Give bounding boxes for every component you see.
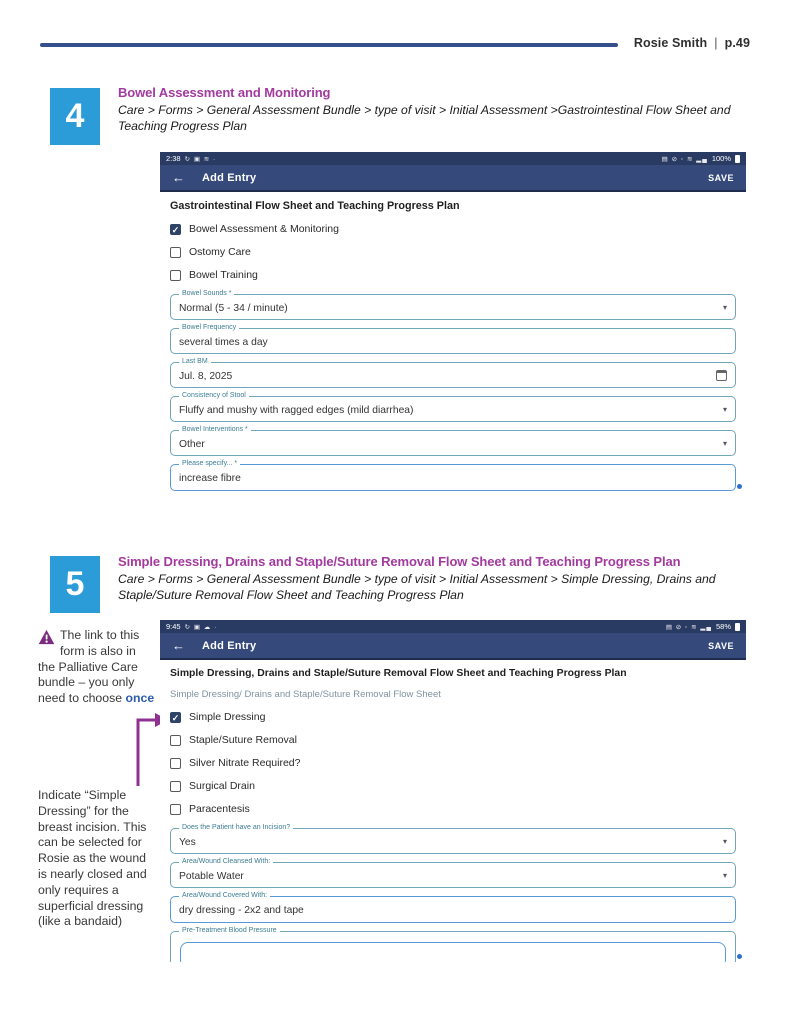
note-palliative-bundle: [38, 628, 156, 707]
scroll-indicator-dot: [737, 954, 742, 959]
checkbox-label: Bowel Training: [189, 269, 258, 281]
field-value: Jul. 8, 2025: [179, 371, 233, 382]
checkbox-row-paracentesis[interactable]: [170, 803, 736, 815]
checkbox-unchecked-icon[interactable]: [170, 247, 181, 258]
step-4-number: 4: [65, 97, 85, 135]
status-bar: [160, 152, 746, 165]
checkbox-unchecked-icon[interactable]: [170, 804, 181, 815]
field-value: dry dressing - 2x2 and tape: [179, 905, 304, 916]
input-bowel-frequency[interactable]: [170, 324, 736, 354]
field-value: increase fibre: [179, 473, 241, 484]
checkbox-row-silver-nitrate[interactable]: [170, 757, 736, 769]
checkbox-row-ostomy-care[interactable]: [170, 246, 736, 258]
clock-text: 9:45: [166, 622, 181, 631]
form-body: [160, 668, 746, 962]
checkbox-unchecked-icon[interactable]: [170, 735, 181, 746]
chevron-down-icon[interactable]: ▾: [722, 439, 727, 448]
field-label: Bowel Interventions *: [179, 426, 251, 433]
chevron-down-icon[interactable]: ▾: [722, 303, 727, 312]
section-label: Simple Dressing/ Drains and Staple/Suture Removal Flow Sheet: [170, 689, 441, 700]
input-wound-covered-with[interactable]: [170, 892, 736, 923]
checkbox-label: Simple Dressing: [189, 711, 266, 723]
step-5-breadcrumb: Care > Forms > General Assessment Bundle > type of visit > Initial Assessment > Simple Dressing, Drains and Staple/Suture Removal Flow Sheet and Teaching Progress Plan: [118, 572, 716, 602]
note-text: The link to this form is also in the Palliative Care bundle – you only need to choose: [38, 628, 140, 706]
chevron-down-icon[interactable]: ▾: [722, 871, 727, 880]
app-bar-title: Add Entry: [202, 639, 257, 652]
field-value: several times a day: [179, 337, 268, 348]
field-value: Fluffy and mushy with ragged edges (mild diarrhea): [179, 405, 414, 416]
checkbox-row-staple-suture-removal[interactable]: [170, 734, 736, 746]
checkbox-label: Surgical Drain: [189, 780, 255, 792]
form-title: Simple Dressing, Drains and Staple/Suture Removal Flow Sheet and Teaching Progress Plan: [170, 668, 627, 679]
calendar-icon[interactable]: [716, 370, 727, 381]
checkbox-label: Ostomy Care: [189, 246, 251, 258]
header-separator: |: [714, 36, 718, 50]
checkbox-label: Bowel Assessment & Monitoring: [189, 223, 339, 235]
header-divider: [40, 43, 618, 47]
group-pre-treatment-blood-pressure[interactable]: [170, 927, 736, 962]
select-bowel-interventions[interactable]: [170, 426, 736, 456]
page-header: [634, 36, 750, 50]
app-bar-title: Add Entry: [202, 171, 257, 184]
field-label: Does the Patient have an Incision?: [179, 824, 293, 831]
select-bowel-sounds[interactable]: [170, 290, 736, 320]
page-number: p.49: [724, 36, 750, 50]
chevron-down-icon[interactable]: ▾: [722, 837, 727, 846]
screenshot-bowel-form: [160, 152, 746, 492]
select-patient-incision[interactable]: [170, 824, 736, 854]
battery-icon: [735, 155, 740, 163]
checkbox-row-bowel-assessment[interactable]: [170, 223, 736, 235]
save-button[interactable]: SAVE: [708, 640, 734, 651]
scroll-indicator-dot: [737, 484, 742, 489]
author-name: Rosie Smith: [633, 36, 708, 50]
checkbox-unchecked-icon[interactable]: [170, 270, 181, 281]
field-label: Last BM: [179, 358, 211, 365]
step-5-number: 5: [65, 565, 85, 603]
back-arrow-icon[interactable]: ←: [172, 638, 185, 653]
notification-icons: ↻ ▣ ☁ ·: [184, 623, 218, 631]
checkbox-label: Staple/Suture Removal: [189, 734, 297, 746]
step-4-title: Bowel Assessment and Monitoring: [118, 85, 331, 100]
field-value: Normal (5 - 34 / minute): [179, 303, 288, 314]
blood-pressure-input[interactable]: [180, 942, 726, 962]
back-arrow-icon[interactable]: ←: [172, 170, 185, 185]
field-value: Potable Water: [179, 871, 244, 882]
checkbox-row-simple-dressing[interactable]: [170, 711, 736, 723]
field-label: Consistency of Stool: [179, 392, 249, 399]
battery-percent: 100%: [711, 154, 731, 163]
field-value: Yes: [179, 837, 196, 848]
note-simple-dressing: Indicate “Simple Dressing” for the breast incision. This can be selected for Rosie as the wound is nearly closed and only requires a superficial dressing (like a bandaid): [38, 788, 147, 929]
step-5-title: Simple Dressing, Drains and Staple/Suture Removal Flow Sheet and Teaching Progress Plan: [118, 554, 681, 569]
input-last-bm-date[interactable]: [170, 358, 736, 388]
checkbox-checked-icon[interactable]: ✓: [171, 712, 180, 723]
field-label: Area/Wound Covered With:: [179, 892, 270, 899]
app-bar: [160, 165, 746, 192]
checkbox-label: Silver Nitrate Required?: [189, 757, 301, 769]
field-label: Bowel Sounds *: [179, 290, 234, 297]
battery-percent: 58%: [715, 622, 731, 631]
select-wound-cleansed-with[interactable]: [170, 858, 736, 888]
battery-icon: [735, 623, 740, 631]
system-status-icons: ▤ ⊘ ◦ ≋ ▂▄: [665, 623, 712, 631]
field-value: Other: [179, 439, 205, 450]
clock-text: 2:38: [166, 154, 181, 163]
checkbox-unchecked-icon[interactable]: [170, 758, 181, 769]
system-status-icons: ▤ ⊘ ◦ ≋ ▂▄: [661, 155, 708, 163]
chevron-down-icon[interactable]: ▾: [722, 405, 727, 414]
step-4-breadcrumb: Care > Forms > General Assessment Bundle > type of visit > Initial Assessment >Gastrointestinal Flow Sheet and Teaching Progress Plan: [118, 103, 731, 133]
checkbox-checked-icon[interactable]: ✓: [171, 224, 180, 235]
checkbox-label: Paracentesis: [189, 803, 250, 815]
field-label: Pre-Treatment Blood Pressure: [179, 927, 280, 934]
form-body: [160, 200, 746, 491]
save-button[interactable]: SAVE: [708, 172, 734, 183]
input-please-specify[interactable]: [170, 460, 736, 491]
checkbox-row-bowel-training[interactable]: [170, 269, 736, 281]
field-label: Bowel Frequency: [179, 324, 239, 331]
field-label: Please specify... *: [179, 460, 240, 467]
note-emphasis: once: [125, 691, 155, 706]
notification-icons: ↻ ▣ ≋ ·: [184, 155, 217, 163]
screenshot-dressing-form: [160, 620, 746, 962]
warning-icon: [38, 629, 55, 645]
select-consistency-of-stool[interactable]: [170, 392, 736, 422]
step-5-badge: [50, 556, 100, 613]
checkbox-row-surgical-drain[interactable]: [170, 780, 736, 792]
status-bar: [160, 620, 746, 633]
step-4-badge: [50, 88, 100, 145]
app-bar: [160, 633, 746, 660]
field-label: Area/Wound Cleansed With:: [179, 858, 273, 865]
form-title: Gastrointestinal Flow Sheet and Teaching Progress Plan: [170, 200, 460, 212]
checkbox-unchecked-icon[interactable]: [170, 781, 181, 792]
